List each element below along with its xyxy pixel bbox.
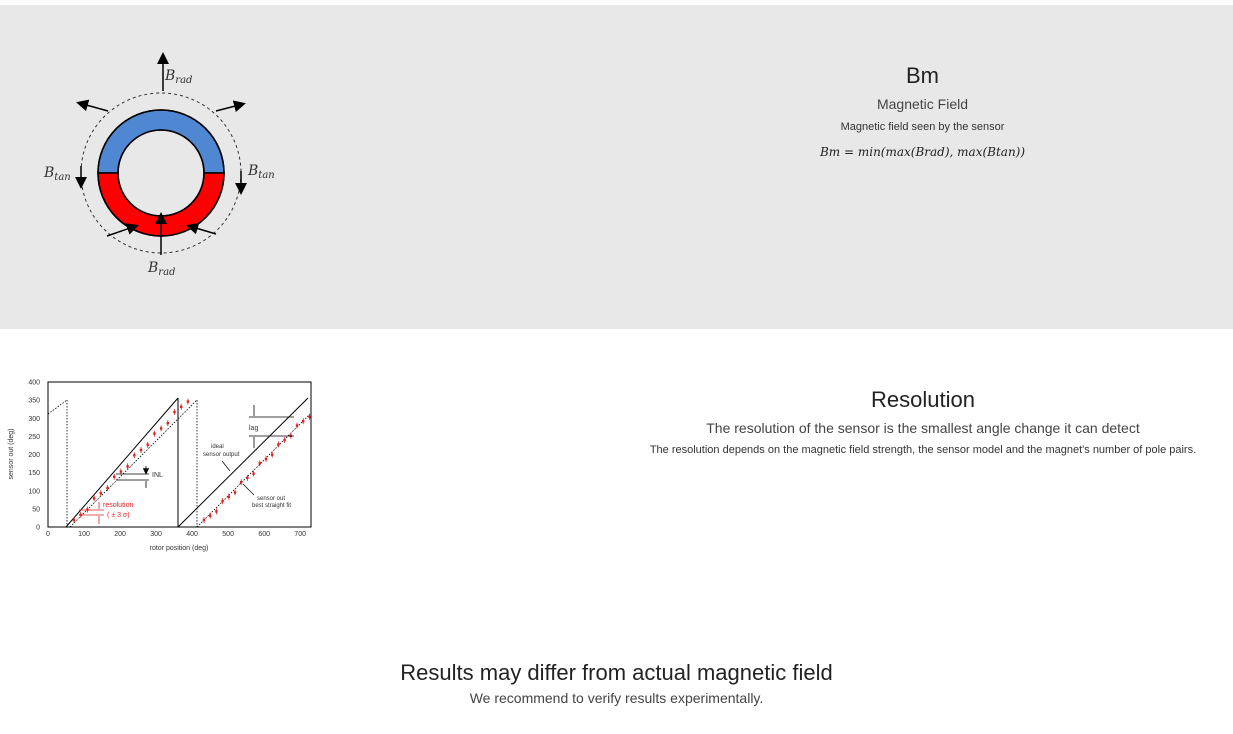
measurement-point <box>308 414 310 420</box>
bm-subtitle: Magnetic Field <box>876 96 969 112</box>
measurement-point <box>240 479 242 485</box>
brad-bottom-label: B <box>148 260 159 276</box>
bm-formula: Bm = min(max(Brad), max(Btan)) <box>819 145 1026 159</box>
measurement-point <box>153 431 155 437</box>
svg-text:Btan: $B_{tan}$ <box>44 165 71 183</box>
y-tick-label: 250 <box>28 433 40 441</box>
bm-title: Bm <box>906 63 939 88</box>
best-fit-label: best straight fit <box>252 503 292 509</box>
measurement-point <box>221 498 223 504</box>
measurement-point <box>113 474 115 480</box>
magnet-field-diagram <box>30 45 290 285</box>
field-arrow-top-left <box>79 103 108 111</box>
y-tick-label: 0 <box>36 524 40 532</box>
measurement-point <box>160 425 162 431</box>
y-axis-label: sensor out (deg) <box>8 428 15 480</box>
y-tick-label: 300 <box>28 415 40 423</box>
x-tick-label: 200 <box>114 531 126 538</box>
measurement-point <box>167 420 169 426</box>
y-tick-label: 350 <box>28 397 40 405</box>
x-tick-label: 600 <box>258 531 271 538</box>
field-arrow-bottom-left <box>107 226 136 236</box>
measurement-point <box>283 437 285 443</box>
field-arrow-top-right <box>216 104 243 111</box>
magnet-north-half <box>98 110 224 173</box>
measurement-point <box>265 456 267 462</box>
disclaimer-subtitle: We recommend to verify results experimentally. <box>469 690 764 706</box>
measurement-point <box>180 404 182 410</box>
x-axis-label: rotor position (deg) <box>149 545 209 552</box>
svg-text:Brad: $B_{rad}$ <box>148 260 176 278</box>
ideal-label: ideal <box>211 444 224 450</box>
x-tick-label: 700 <box>294 531 307 538</box>
x-tick-label: 0 <box>46 531 50 538</box>
x-tick-label: 300 <box>150 531 162 538</box>
resolution-description: The resolution depends on the magnetic field strength, the sensor model and the magnet's number of pole pairs. <box>649 444 1197 456</box>
ideal-label-2: sensor output <box>203 452 240 458</box>
resolution-sigma-label: ( ± 3 σ) <box>107 512 130 519</box>
inl-label: INL <box>152 472 163 479</box>
measurement-point <box>209 513 211 519</box>
measurement-point <box>215 508 217 514</box>
disclaimer-section <box>0 659 1233 706</box>
measurement-point <box>126 463 128 469</box>
y-tick-label: 400 <box>28 379 40 387</box>
btan-left-label: B <box>44 165 55 181</box>
bm-info <box>720 62 1125 159</box>
y-tick-label: 150 <box>28 470 40 478</box>
measurement-point <box>86 507 88 513</box>
measurement-point <box>302 418 304 424</box>
measurement-point <box>140 447 142 453</box>
sensor-out-label: sensor out <box>257 496 286 502</box>
x-tick-label: 500 <box>222 531 234 538</box>
measurement-point <box>277 441 279 447</box>
resolution-title: Resolution <box>871 387 975 412</box>
svg-text:Btan: $B_{tan}$ <box>248 163 275 181</box>
resolution-label: resolution <box>103 502 134 509</box>
measurement-point <box>187 399 189 405</box>
btan-right-label: B <box>248 163 259 179</box>
resolution-subtitle: The resolution of the sensor is the smallest angle change it can detect <box>706 420 1140 436</box>
measurement-point <box>133 452 135 458</box>
x-tick-label: 100 <box>78 531 90 538</box>
y-tick-label: 100 <box>28 488 40 496</box>
measurement-point <box>296 423 298 429</box>
svg-text:Brad: $B_{rad}$ <box>165 68 193 86</box>
bm-description: Magnetic field seen by the sensor <box>840 121 1005 133</box>
x-tick-label: 400 <box>186 531 198 538</box>
y-tick-label: 50 <box>32 506 40 514</box>
measurement-point <box>173 409 175 415</box>
measurement-point <box>100 490 102 496</box>
disclaimer-title: Results may differ from actual magnetic field <box>400 660 833 685</box>
resolution-chart <box>4 374 324 559</box>
measurement-point <box>147 442 149 448</box>
lag-label: lag <box>249 425 259 432</box>
y-tick-label: 200 <box>28 452 40 459</box>
resolution-info <box>640 386 1206 456</box>
brad-top-label: B <box>165 68 176 84</box>
field-arrow-bottom-right <box>189 226 216 234</box>
measurement-point <box>203 517 205 523</box>
